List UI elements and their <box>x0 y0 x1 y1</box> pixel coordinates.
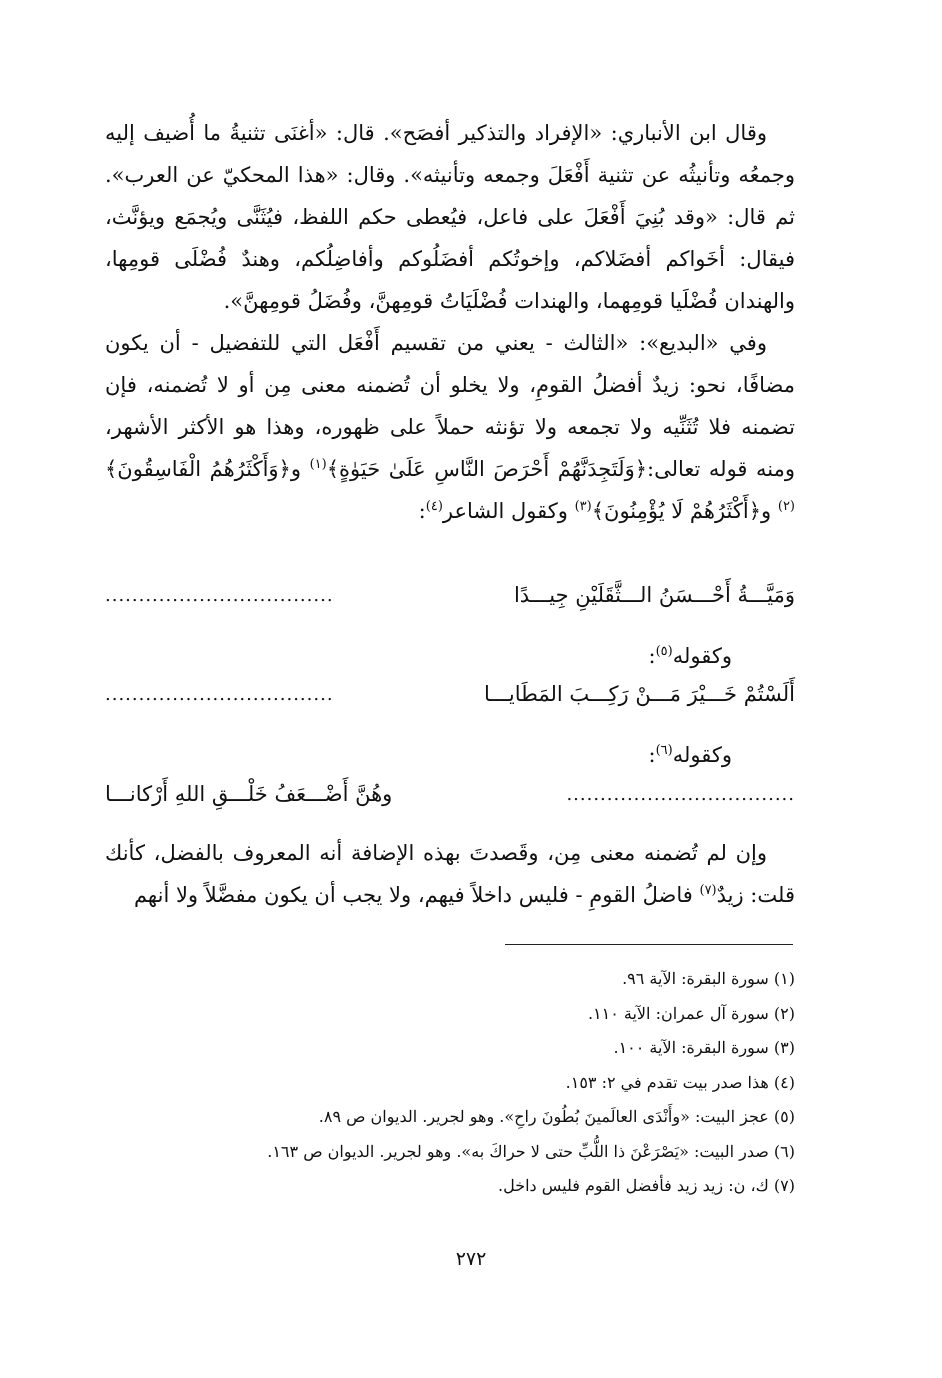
paragraph-text: : <box>418 499 426 523</box>
footnote: (٤) هذا صدر بيت تقدم في ٢: ١٥٣. <box>565 1072 795 1092</box>
footnote-ref: (١) <box>309 457 327 472</box>
paragraph-text: وفي «البديع»: «الثالث - يعني من تقسيم أَفْعَل التي للتفضيل - أن يكون مضافًا، نحو: زيدٌ أفضلُ القومِ، ولا يخلو أن تُضمنه معنى مِن أو لا تُضمنه، فإن تضمنه فلا تُثَنِّيه ولا تجمعه ولا تؤنثه حملاً على ظهوره، وهذا هو الأكثر الأشهر، ومنه قوله تعالى: <box>105 331 795 481</box>
footnote: (٣) سورة البقرة: الآية ١٠٠. <box>613 1038 795 1057</box>
footnote-ref: (٢) <box>777 499 795 514</box>
verse-line-2 <box>105 674 795 714</box>
verse-first-hemistich: .................................. <box>566 783 795 805</box>
paragraph-text: و <box>290 457 310 481</box>
footnote-ref: (٤) <box>425 499 443 514</box>
paragraph-text: و <box>761 499 778 523</box>
footnote: (٧) ك، ن: زيد زيد فأفضل القوم فليس داخل. <box>497 1176 795 1195</box>
quran-quote: ﴿وَأَكْثَرُهُمُ الْفَاسِقُونَ﴾ <box>105 457 291 481</box>
verse-line-1 <box>105 575 795 615</box>
footnote-ref: (٦) <box>655 743 673 758</box>
footnote: (٢) سورة آل عمران: الآية ١١٠. <box>587 1003 795 1023</box>
main-text <box>105 112 795 532</box>
footnote-ref: (٥) <box>655 644 673 659</box>
paragraph-text: وكقول الشاعر <box>442 499 575 523</box>
footnote-ref: (٧) <box>699 883 717 898</box>
verse-line-3 <box>105 774 795 814</box>
verse-second-hemistich: وهُنَّ أَضْـــعَفُ خَلْـــقِ اللهِ أَرْكانـــا <box>105 782 393 806</box>
footnotes <box>105 962 795 1204</box>
quran-quote: ﴿وَلَتَجِدَنَّهُمْ أَحْرَصَ النَّاسِ عَلَىٰ حَيَوٰةٍ﴾ <box>326 457 648 481</box>
quran-quote: ﴿أَكْثَرُهُمْ لَا يُؤْمِنُونَ﴾ <box>591 499 762 523</box>
main-text-continued <box>105 832 795 916</box>
paragraph-albadi <box>105 322 795 532</box>
verse-second-hemistich: .................................. <box>105 584 334 606</box>
verse-second-hemistich: .................................. <box>105 683 334 705</box>
verse-intro-3: وكقوله$^{(٦)}$: <box>648 743 732 767</box>
paragraph-ibn-alanbari: وقال ابن الأنباري: «الإفراد والتذكير أفصَح». قال: «أغنَى تثنيةُ ما أُضيف إليه وجمعُه وتأنيثُه عن تثنية أَفْعَلَ وجمعه وتأنيثه». وقال: «هذا المحكيّ عن العرب». ثم قال: «وقد بُنِيَ أَفْعَلَ على فاعل، فيُعطى حكم اللفظ، فيُثَنَّى ويُجمَع ويؤنَّث، فيقال: أخَواكم أفضَلاكم، وإخوتُكم أفضَلُوكم وأفاضِلُكم، وهندٌ فُضْلَى قومِها، والهندان فُضْلَيا قومِهما، والهندات فُضْلَيَاتُ قومِهنَّ، وفُضَلُ قومِهنَّ». <box>105 121 795 313</box>
footnote-separator <box>505 944 793 945</box>
footnote: (٥) عجز البيت: «وأَنْدَى العالَمينَ بُطُونَ راحِ». وهو لجرير. الديوان ص ٨٩. <box>318 1107 795 1126</box>
paragraph-conclusion: وإن لم تُضمنه معنى مِن، وقَصدتَ بهذه الإضافة أنه المعروف بالفضل، كأنك قلت: زيدٌ$^{(٧)}$ فاضلُ القومِ - فليس داخلاً فيهم، ولا يجب أن يكون مفضَّلاً ولا أنهم <box>105 841 795 907</box>
page-number: ٢٧٢ <box>455 1248 487 1270</box>
footnote: (٦) صدر البيت: «يَصْرَعْنَ ذا اللُّبِّ حتى لا حراكَ به». وهو لجرير. الديوان ص ١٦٣. <box>267 1141 795 1161</box>
footnote: (١) سورة البقرة: الآية ٩٦. <box>622 969 795 988</box>
footnote-ref: (٣) <box>574 499 592 514</box>
verse-first-hemistich: وَمَيَّـــةُ أَحْـــسَنُ الـــثَّقَلَيْنِ جِيـــدًا <box>513 583 795 607</box>
verse-intro-2: وكقوله$^{(٥)}$: <box>648 644 732 668</box>
verse-first-hemistich: أَلَسْتُمْ خَـــيْرَ مَـــنْ رَكِـــبَ المَطَايـــا <box>484 682 795 706</box>
